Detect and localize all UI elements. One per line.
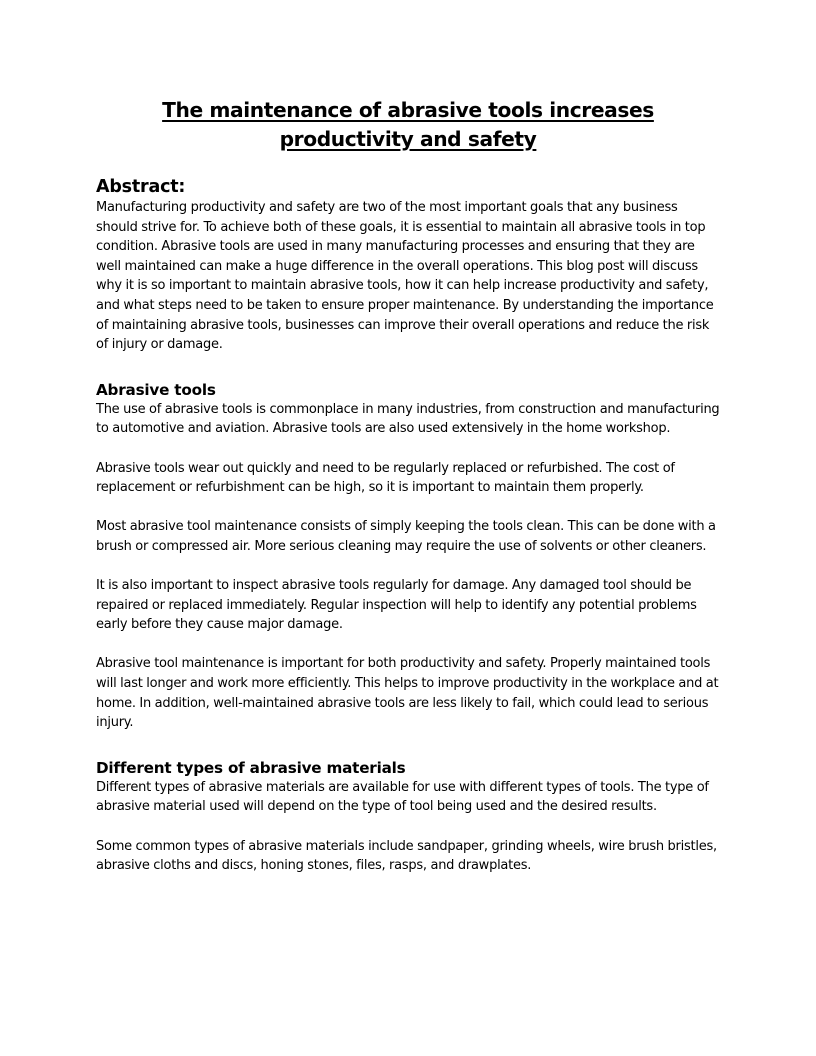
paragraph: Some common types of abrasive materials include sandpaper, grinding wheels, wire brush bristles, abrasive cloths and discs, honing stones, files, rasps, and drawplates. — [96, 838, 717, 874]
section-heading: Different types of abrasive materials — [96, 758, 406, 777]
paragraph: Most abrasive tool maintenance consists of simply keeping the tools clean. This can be done with a brush or compressed air. More serious cleaning may require the use of solvents or other cleaners. — [96, 519, 716, 554]
paragraph: It is also important to inspect abrasive tools regularly for damage. Any damaged tool should be repaired or replaced immediately. Regular inspection will help to identify any potential problems early before they cause major damage. — [96, 578, 697, 633]
document-title: The maintenance of abrasive tools increases productivity and safety — [162, 98, 654, 151]
paragraph: Abrasive tool maintenance is important for both productivity and safety. Properly maintained tools will last longer and work more efficiently. This helps to improve productivity in the workplace and at home. In addition, well-maintained abrasive tools are less likely to fail, which could lead to serious injury. — [96, 656, 719, 731]
paragraph: Abrasive tools wear out quickly and need to be regularly replaced or refurbished. The cost of replacement or refurbishment can be high, so it is important to maintain them properly. — [96, 460, 675, 496]
section-heading: Abrasive tools — [96, 380, 216, 399]
paragraph: Different types of abrasive materials are available for use with different types of tools. The type of abrasive material used will depend on the type of tool being used and the desired results. — [96, 779, 709, 815]
paragraph: The use of abrasive tools is commonplace in many industries, from construction and manufacturing to automotive and aviation. Abrasive tools are also used extensively in the home workshop. — [96, 401, 720, 437]
abstract-paragraph: Manufacturing productivity and safety are two of the most important goals that any business should strive for. To achieve both of these goals, it is essential to maintain all abrasive tools in top condition. Abrasive tools are used in many manufacturing processes and ensuring that they are well maintained can make a huge difference in the overall operations. This blog post will discuss why it is so important to maintain abrasive tools, how it can help increase productivity and safety, and what steps need to be taken to ensure proper maintenance. By understanding the importance of maintaining abrasive tools, businesses can improve their overall operations and reduce the risk of injury or damage. — [96, 200, 714, 353]
section-abrasive-tools — [96, 380, 720, 733]
section-abrasive-materials — [96, 758, 720, 876]
abstract-heading: Abstract: — [96, 177, 186, 197]
